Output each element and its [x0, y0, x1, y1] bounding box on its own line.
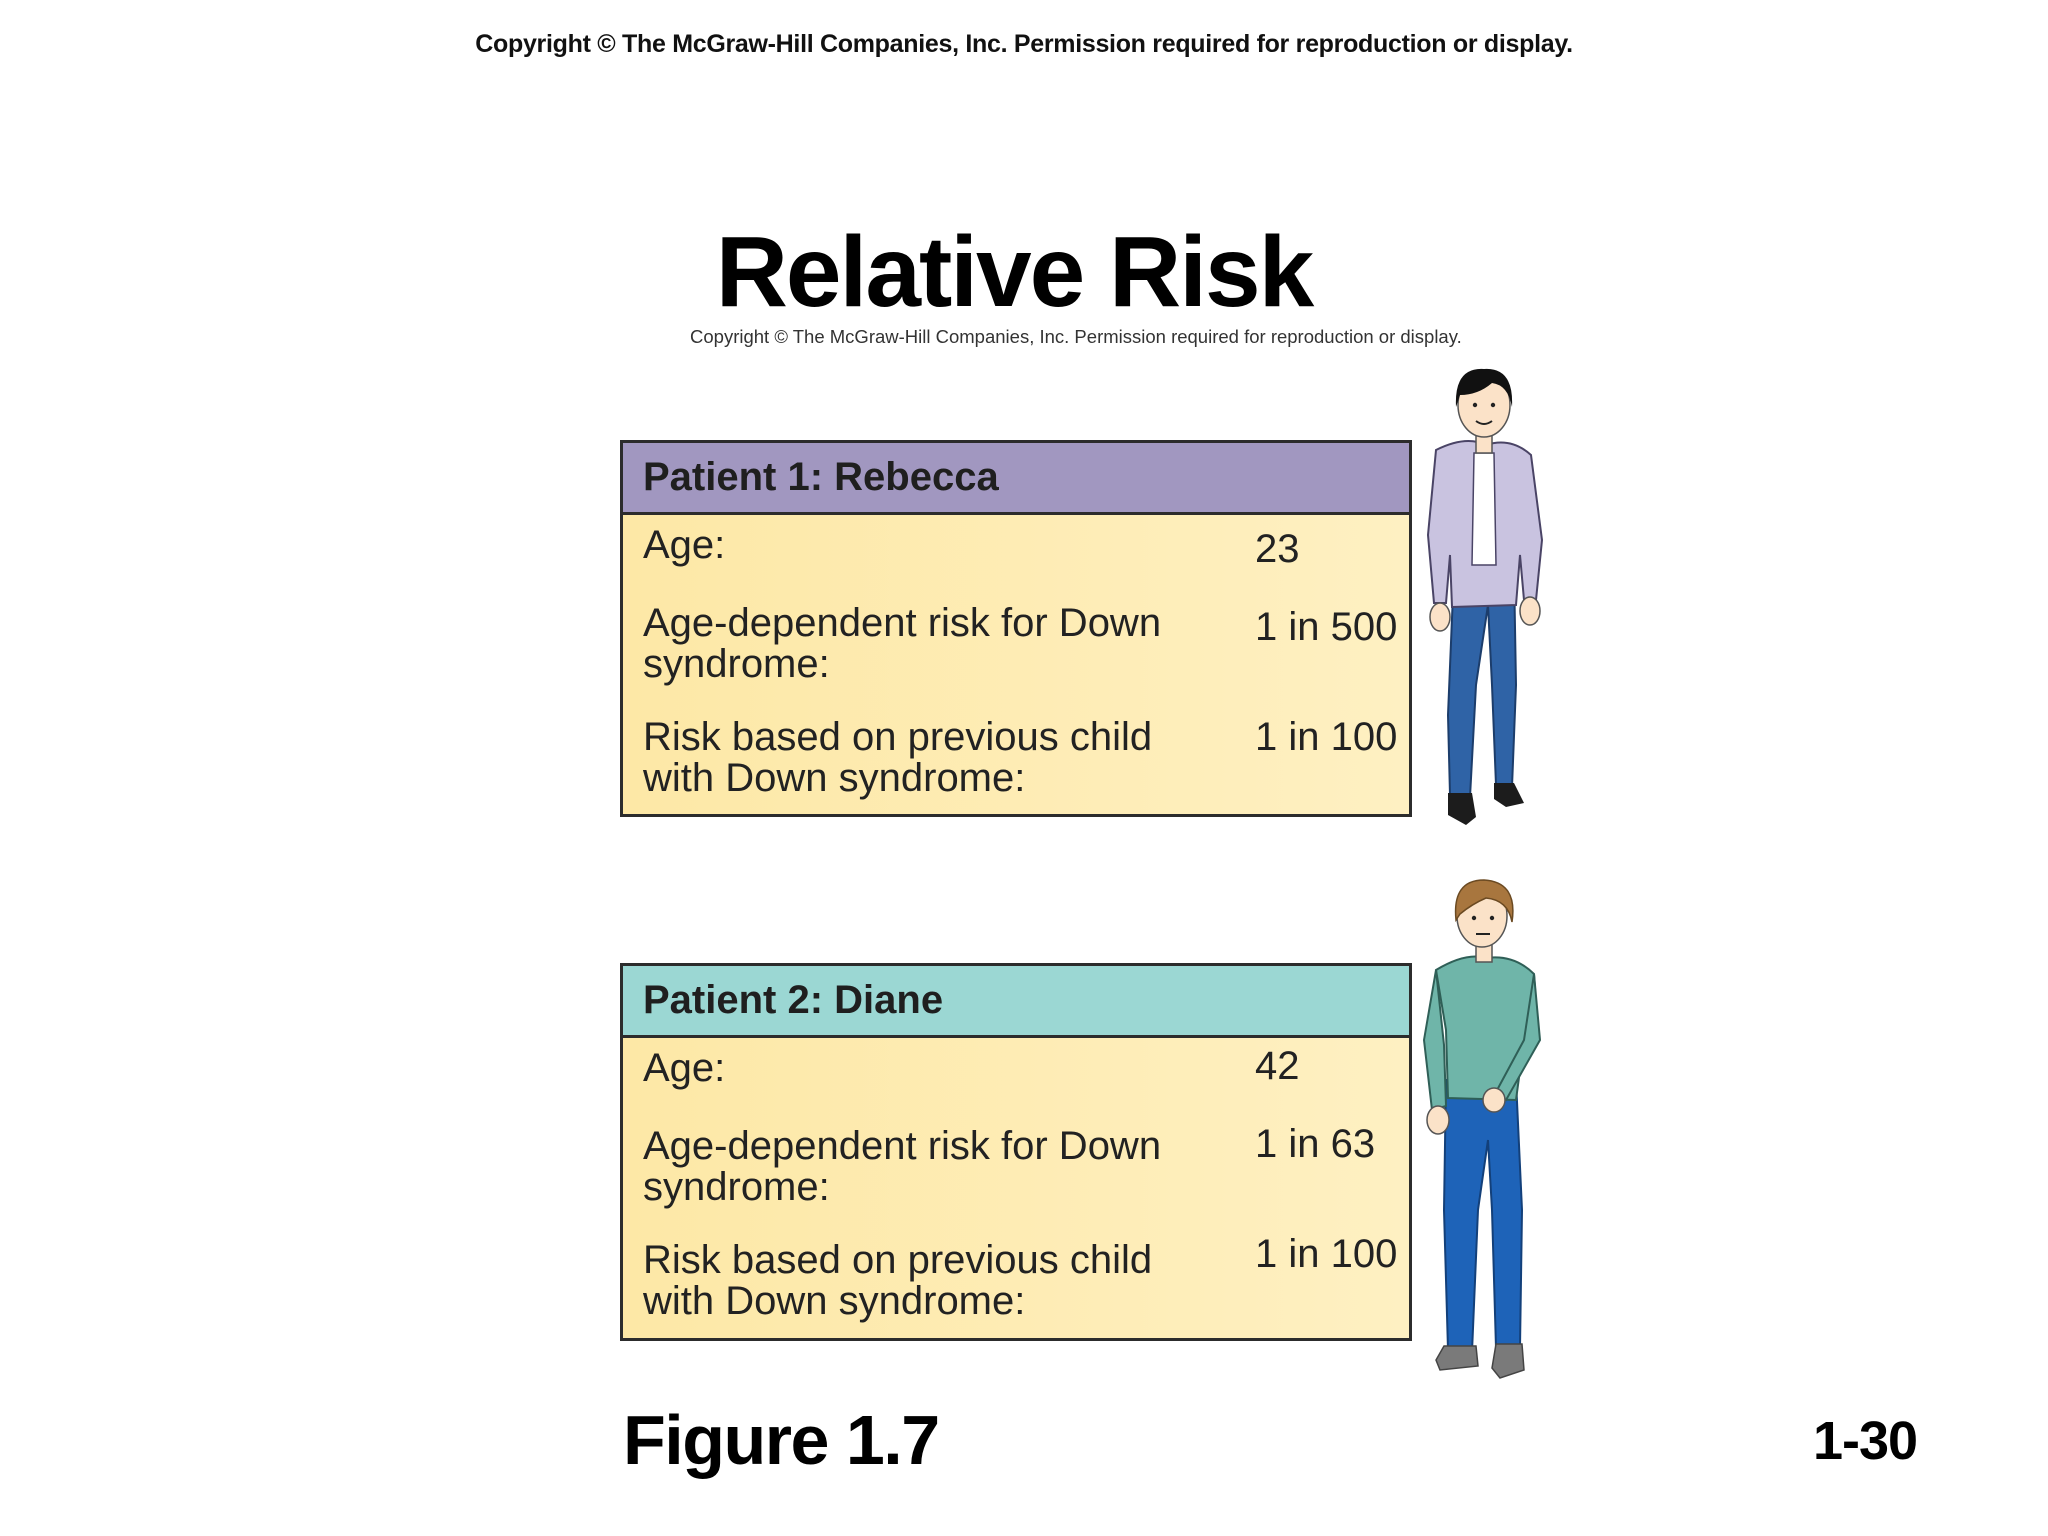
page-number: 1-30	[1813, 1411, 1918, 1471]
figure-copyright-notice: Copyright © The McGraw-Hill Companies, Inc. Permission required for reproduction or display.	[690, 326, 1462, 347]
figure-label: Figure 1.7	[623, 1401, 939, 1479]
row-label: Age-dependent risk for Down syndrome:	[643, 601, 1162, 686]
rebecca-illustration	[1396, 355, 1546, 830]
row-value: 1 in 63	[1255, 1122, 1376, 1166]
row-label: Age:	[643, 523, 726, 567]
slide-title: Relative Risk	[715, 216, 1313, 328]
diane-illustration	[1396, 870, 1546, 1400]
patient-card-header: Patient 1: Rebecca	[623, 443, 1409, 515]
row-label: Age-dependent risk for Down syndrome:	[643, 1124, 1162, 1209]
row-label: Risk based on previous child with Down syndrome:	[643, 1238, 1153, 1323]
row-value: 1 in 500	[1255, 605, 1398, 649]
row-value: 23	[1255, 527, 1300, 571]
patient-card-body	[623, 515, 1409, 814]
row-label: Age:	[643, 1046, 726, 1090]
patient-card-rebecca	[620, 440, 1412, 817]
copyright-notice: Copyright © The McGraw-Hill Companies, Inc. Permission required for reproduction or display.	[475, 30, 1573, 58]
row-value: 1 in 100	[1255, 715, 1398, 759]
patient-card-diane	[620, 963, 1412, 1341]
row-value: 1 in 100	[1255, 1232, 1398, 1276]
patient-card-body	[623, 1038, 1409, 1338]
row-label: Risk based on previous child with Down syndrome:	[643, 715, 1153, 800]
row-value: 42	[1255, 1044, 1300, 1088]
patient-card-header: Patient 2: Diane	[623, 966, 1409, 1038]
